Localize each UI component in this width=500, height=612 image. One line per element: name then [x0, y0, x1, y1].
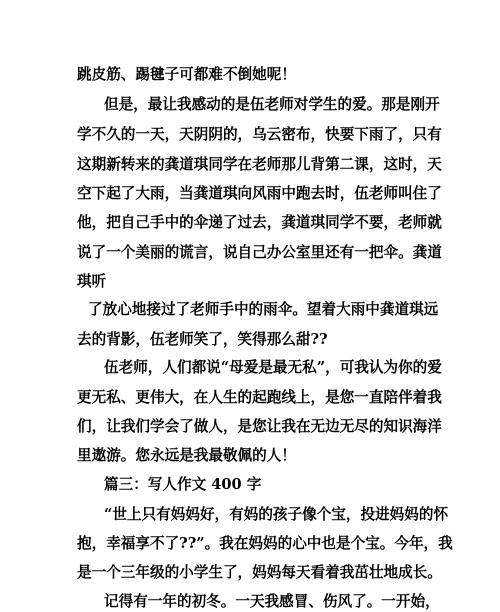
text-line-6: 他，把自己手中的伞递了过去，龚道琪同学不要，老师就 — [77, 214, 442, 231]
text-line-19: 记得有一年的初冬。一天我感冒、伤风了。一开始， — [104, 593, 440, 610]
text-line-16: “世上只有妈妈好，有妈的孩子像个宝，投进妈妈的怀 — [104, 506, 449, 523]
text-line-2: 但是，最让我感动的是伍老师对学生的爱。那是刚开 — [104, 96, 440, 113]
text-line-1: 跳皮筋、踢毽子可都难不倒她呢！ — [77, 66, 296, 83]
text-line-12: 更无私、更伟大，在人生的起跑线上，是您一直陪伴着我 — [77, 389, 442, 406]
text-line-11: 伍老师，人们都说“母爱是最无私”，可我认为你的爱 — [104, 359, 442, 376]
section-heading: 篇三：写人作文 400 字 — [104, 476, 262, 493]
text-line-14: 里遨游。您永远是我最敬佩的人！ — [77, 447, 296, 464]
text-line-18: 是一个三年级的小学生了，妈妈每天看着我茁壮地成长。 — [77, 564, 442, 581]
text-line-9: 了放心地接过了老师手中的雨伞。望着大雨中龚道琪远 — [88, 301, 439, 318]
text-line-8: 琪听 — [77, 273, 107, 290]
text-line-5: 空下起了大雨，当龚道琪向风雨中跑去时，伍老师叫住了 — [77, 185, 442, 202]
text-line-17: 抱，幸福享不了??”。我在妈妈的心中也是个宝。今年，我 — [77, 535, 453, 552]
text-line-4: 这期新转来的龚道琪同学在老师那儿背第二课，这时，天 — [77, 156, 442, 173]
text-line-3: 学不久的一天，天阴阴的，乌云密布，快要下雨了，只有 — [77, 126, 442, 143]
text-line-13: 们，让我们学会了做人，是您让我在无边无尽的知识海洋 — [77, 418, 442, 435]
text-line-10: 去的背影，伍老师笑了，笑得那么甜?? — [77, 331, 328, 348]
text-line-7: 说了一个美丽的谎言，说自己办公室里还有一把伞。龚道 — [77, 244, 442, 261]
